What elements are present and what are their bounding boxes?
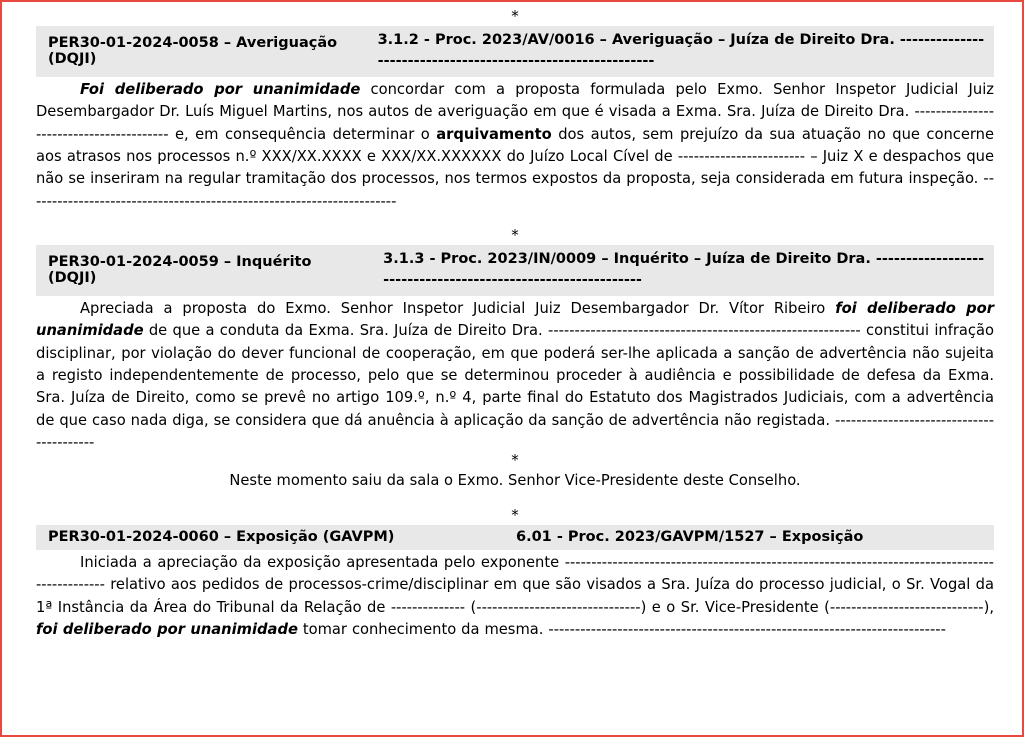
section-separator-2: * <box>511 225 519 244</box>
entry-0059-text-2: de que a conduta da Exma. Sra. Juíza de Direito Dra. ----------------------------------------------------------- constitui infração disciplinar, por violação do dever funcional de cooperação, em que poderá ser-lhe aplicada a sanção de advertência não sujeita a registo independentemente de processo, pelo que se determinou proceder à audiência e possibilidade de defesa da Exma. Sra. Juíza de Direito, como se prevê no artigo 109.º, n.º 4, parte final do Estatuto dos Magistrados Judiciais, com a advertência de que caso nada diga, se considera que dá anuência à aplicação da sanção de advertência não registada. ----------------------------------------- <box>36 322 994 451</box>
session-note: Neste momento saiu da sala o Exmo. Senhor Vice-Presidente deste Conselho. <box>229 472 801 490</box>
entry-0060-text-2: tomar conhecimento da mesma. --------------------------------------------------------------------------- <box>297 621 946 639</box>
entry-0059-text-1: Apreciada a proposta do Exmo. Senhor Inspetor Judicial Juiz Desembargador Dr. Vítor Ribeiro <box>80 299 836 317</box>
entry-0059-header <box>36 245 994 296</box>
entry-0058-header <box>36 26 994 77</box>
entry-0058-reference: PER30-01-2024-0058 – Averiguação (DQJI) <box>36 26 368 77</box>
entry-0059-paragraph <box>36 296 994 454</box>
entry-0059-emphasis: foi deliberado por unanimidade <box>36 299 994 340</box>
entry-0059-title: 3.1.3 - Proc. 2023/IN/0009 – Inquérito – Juíza de Direito Dra. ------------------------------------------------------------- <box>373 245 994 296</box>
entry-0060-header <box>36 525 994 550</box>
entry-0058-title: 3.1.2 - Proc. 2023/AV/0016 – Averiguação – Juíza de Direito Dra. ------------------------------------------------------------ <box>368 26 994 77</box>
document-body <box>2 2 1022 641</box>
entry-0058-paragraph <box>36 77 994 213</box>
entry-0058-text-1: concordar com a proposta formulada pelo Exmo. Senhor Inspetor Judicial Juiz Desembargador Dr. Luís Miguel Martins, nos autos de averiguação em que é visada a Exma. Sra. Juíza de Direito Dra. ---------------------------------------- e, em consequência determinar o <box>36 80 994 143</box>
section-separator-3: * <box>511 451 519 470</box>
entry-0060-text-1: Iniciada a apreciação da exposição apresentada pelo exponente ---------------------------------------------------------------------------------------------- relativo aos pedidos de processos-crime/disciplinar em que são visados a Sra. Juíza do processo judicial, o Sr. Vogal da 1ª Instância da Área do Tribunal da Relação de -------------- (-------------------------------) e o Sr. Vice-Presidente (-----------------------------), <box>36 554 994 616</box>
entry-0058-text-2: dos autos, sem prejuízo da sua atuação no que concerne aos atrasos nos processos n.º XXX/XX.XXXX e XXX/XX.XXXXXX do Juízo Local Cível de ------------------------ – Juiz X e despachos que não se inseriram na regular tramitação dos processos, nos termos expostos da proposta, seja considerada em futura inspeção. ---------------------------------------------------------------------- <box>36 125 995 210</box>
entry-0058-bold-arquivamento: arquivamento <box>436 125 552 143</box>
section-separator-4: * <box>511 505 519 524</box>
entry-0059-reference: PER30-01-2024-0059 – Inquérito (DQJI) <box>36 245 373 296</box>
entry-0058-lead-emphasis: Foi deliberado por unanimidade <box>80 80 361 98</box>
entry-0060-emphasis: foi deliberado por unanimidade <box>36 621 298 639</box>
entry-0060-reference: PER30-01-2024-0060 – Exposição (GAVPM) <box>36 525 506 550</box>
entry-0060-title: 6.01 - Proc. 2023/GAVPM/1527 – Exposição <box>506 525 994 550</box>
section-separator: * <box>511 7 519 25</box>
entry-0060-paragraph <box>36 550 994 641</box>
